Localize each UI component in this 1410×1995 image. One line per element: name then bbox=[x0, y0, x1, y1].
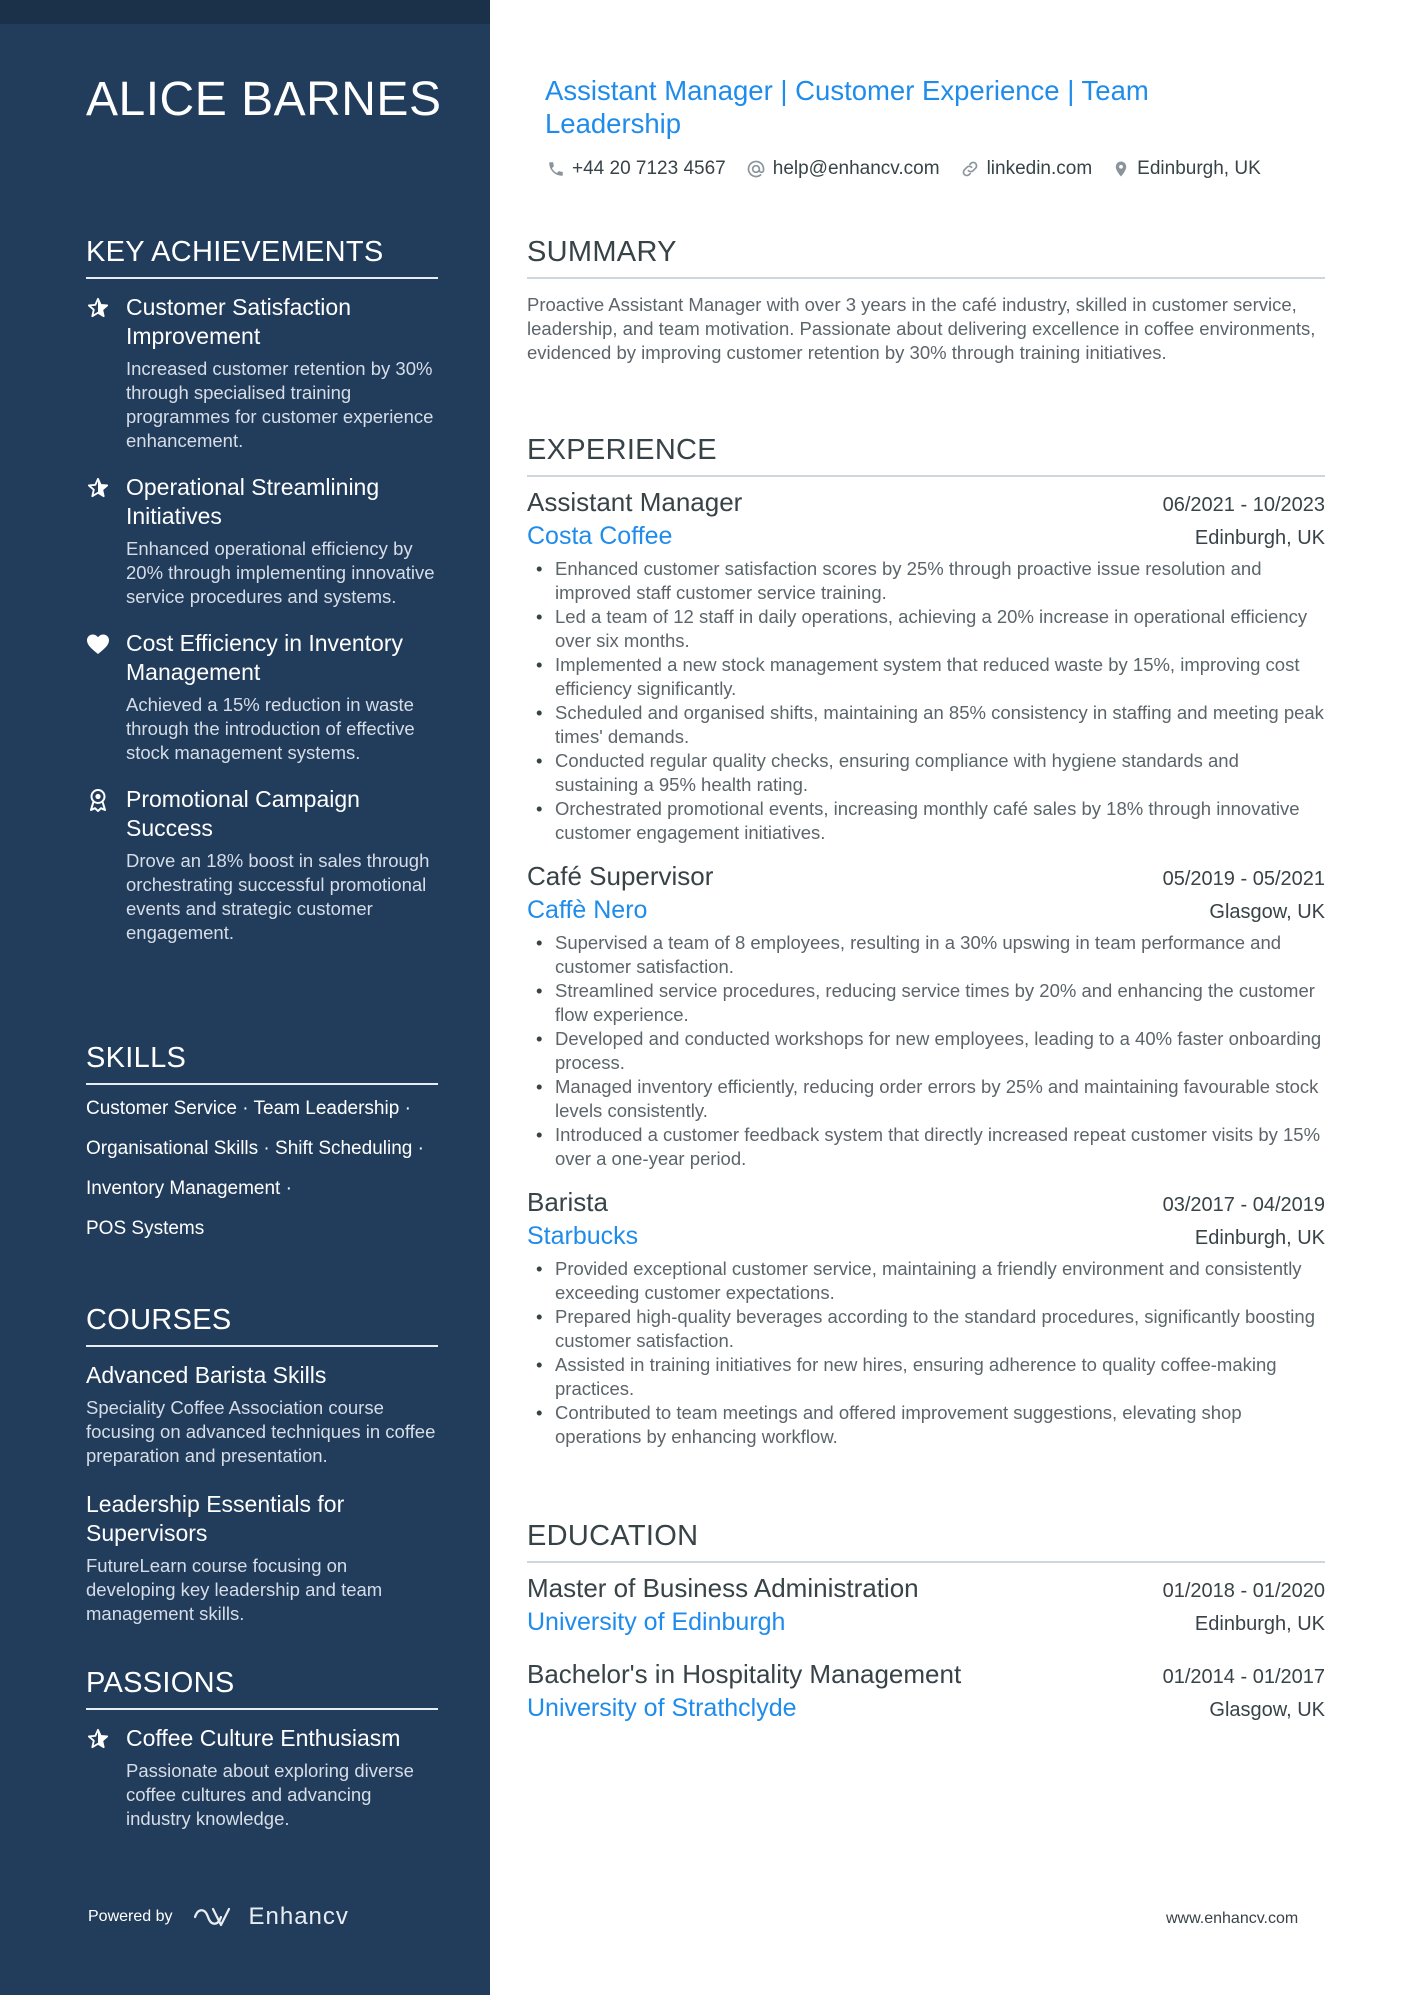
link-icon bbox=[960, 159, 980, 179]
star-icon bbox=[86, 476, 110, 500]
job-company[interactable]: Costa Coffee bbox=[527, 522, 673, 550]
job-entry bbox=[527, 859, 1325, 1171]
education-degree: Master of Business Administration bbox=[527, 1573, 919, 1603]
achievement-item bbox=[86, 785, 438, 945]
education-heading: EDUCATION bbox=[527, 1520, 1325, 1563]
powered-by-label: Powered by bbox=[88, 1908, 173, 1925]
education-entry bbox=[527, 1657, 1325, 1725]
job-bullet: • Enhanced customer satisfaction scores by 25% through proactive issue resolution and improved staff customer service training. bbox=[527, 557, 1325, 605]
contact-location-text: Edinburgh, UK bbox=[1137, 158, 1261, 179]
enhancv-logo-icon bbox=[193, 1905, 239, 1929]
achievement-desc: Increased customer retention by 30% through specialised training programmes for customer experience enhancement. bbox=[126, 358, 434, 451]
job-bullet: • Implemented a new stock management system that reduced waste by 15%, improving cost efficiency significantly. bbox=[527, 653, 1325, 701]
summary-section bbox=[527, 236, 1325, 365]
skills-section bbox=[86, 1042, 438, 1249]
passion-desc: Passionate about exploring diverse coffee cultures and advancing industry knowledge. bbox=[126, 1760, 414, 1829]
course-item bbox=[86, 1490, 438, 1626]
contact-email[interactable] bbox=[746, 158, 940, 180]
job-location: Edinburgh, UK bbox=[1194, 527, 1325, 549]
achievement-item bbox=[86, 293, 438, 453]
job-bullet: • Introduced a customer feedback system that directly increased repeat customer visits by 15% over a one-year period. bbox=[527, 1123, 1325, 1171]
skills-line: POS Systems bbox=[86, 1218, 205, 1239]
job-dates: 05/2019 - 05/2021 bbox=[1162, 868, 1325, 890]
enhancv-brand: Enhancv bbox=[248, 1903, 349, 1930]
location-pin-icon bbox=[1112, 159, 1130, 179]
job-title: Assistant Manager bbox=[527, 487, 743, 517]
course-item bbox=[86, 1361, 438, 1468]
job-bullet: • Conducted regular quality checks, ensuring compliance with hygiene standards and sustaining a 95% health rating. bbox=[527, 749, 1325, 797]
candidate-name: ALICE BARNES bbox=[86, 73, 442, 126]
star-icon bbox=[86, 1727, 110, 1751]
experience-section bbox=[527, 434, 1325, 1463]
job-location: Glasgow, UK bbox=[1209, 901, 1325, 923]
job-bullet: • Provided exceptional customer service, maintaining a friendly environment and consistently exceeding customer expectations. bbox=[527, 1257, 1325, 1305]
job-entry bbox=[527, 485, 1325, 845]
passions-heading: PASSIONS bbox=[86, 1667, 438, 1710]
contact-linkedin-text: linkedin.com bbox=[986, 158, 1093, 179]
education-section bbox=[527, 1520, 1325, 1743]
phone-icon bbox=[547, 160, 565, 178]
contact-bar bbox=[547, 158, 1261, 180]
achievements-section bbox=[86, 236, 438, 965]
course-desc: Speciality Coffee Association course focusing on advanced techniques in coffee preparation and presentation. bbox=[86, 1397, 436, 1466]
heart-icon bbox=[86, 632, 110, 656]
courses-section bbox=[86, 1304, 438, 1648]
education-dates: 01/2014 - 01/2017 bbox=[1162, 1666, 1325, 1688]
skills-heading: SKILLS bbox=[86, 1042, 438, 1085]
passions-section bbox=[86, 1667, 438, 1851]
main-content bbox=[527, 0, 1325, 1995]
job-bullet: • Streamlined service procedures, reducing service times by 20% and enhancing the customer flow experience. bbox=[527, 979, 1325, 1027]
achievement-title: Cost Efficiency in Inventory Management bbox=[126, 630, 403, 685]
achievement-title: Operational Streamlining Initiatives bbox=[126, 474, 380, 529]
education-entry bbox=[527, 1571, 1325, 1639]
achievement-desc: Drove an 18% boost in sales through orchestrating successful promotional events and strategic customer engagement. bbox=[126, 850, 430, 943]
job-bullet: • Assisted in training initiatives for new hires, ensuring adherence to quality coffee-making practices. bbox=[527, 1353, 1325, 1401]
achievement-title: Customer Satisfaction Improvement bbox=[126, 294, 351, 349]
contact-phone[interactable] bbox=[547, 158, 726, 180]
job-bullet: • Developed and conducted workshops for new employees, leading to a 40% faster onboarding process. bbox=[527, 1027, 1325, 1075]
summary-text: Proactive Assistant Manager with over 3 years in the café industry, skilled in customer service, leadership, and team motivation. Passionate about delivering excellence in coffee environments, evidenced by improving customer retention by 30% through training initiatives. bbox=[527, 294, 1316, 363]
skills-line: Organisational Skills · Shift Scheduling · bbox=[86, 1138, 424, 1159]
course-title: Leadership Essentials for Supervisors bbox=[86, 1491, 345, 1546]
job-entry bbox=[527, 1185, 1325, 1449]
education-degree: Bachelor's in Hospitality Management bbox=[527, 1659, 962, 1689]
achievement-item bbox=[86, 473, 438, 609]
job-dates: 06/2021 - 10/2023 bbox=[1162, 494, 1325, 516]
education-school[interactable]: University of Edinburgh bbox=[527, 1608, 786, 1636]
sidebar bbox=[0, 0, 490, 1995]
award-icon bbox=[86, 788, 110, 812]
course-desc: FutureLearn course focusing on developing key leadership and team management skills. bbox=[86, 1555, 383, 1624]
job-bullet: • Led a team of 12 staff in daily operations, achieving a 20% increase in operational efficiency over six months. bbox=[527, 605, 1325, 653]
experience-heading: EXPERIENCE bbox=[527, 434, 1325, 477]
job-company[interactable]: Starbucks bbox=[527, 1222, 639, 1250]
powered-by bbox=[88, 1903, 349, 1931]
education-dates: 01/2018 - 01/2020 bbox=[1162, 1580, 1325, 1602]
job-bullet: • Prepared high-quality beverages according to the standard procedures, significantly boosting customer satisfaction. bbox=[527, 1305, 1325, 1353]
job-bullet: • Contributed to team meetings and offered improvement suggestions, elevating shop operations by enhancing workflow. bbox=[527, 1401, 1325, 1449]
job-title: Barista bbox=[527, 1187, 608, 1217]
job-location: Edinburgh, UK bbox=[1194, 1227, 1325, 1249]
contact-linkedin[interactable] bbox=[960, 158, 1093, 180]
passion-item bbox=[86, 1724, 438, 1831]
contact-email-text: help@enhancv.com bbox=[772, 158, 940, 179]
achievement-desc: Enhanced operational efficiency by 20% through implementing innovative service procedures and systems. bbox=[126, 538, 435, 607]
job-bullet: • Scheduled and organised shifts, maintaining an 85% consistency in staffing and meeting peak times' demands. bbox=[527, 701, 1325, 749]
job-dates: 03/2017 - 04/2019 bbox=[1162, 1194, 1325, 1216]
education-school[interactable]: University of Strathclyde bbox=[527, 1694, 797, 1722]
job-bullets bbox=[527, 1257, 1325, 1449]
enhancv-logo[interactable] bbox=[193, 1903, 349, 1931]
skills-line: Inventory Management · bbox=[86, 1178, 292, 1199]
summary-heading: SUMMARY bbox=[527, 236, 1325, 279]
job-bullet: • Orchestrated promotional events, increasing monthly café sales by 18% through innovative customer engagement initiatives. bbox=[527, 797, 1325, 845]
footer-url[interactable]: www.enhancv.com bbox=[1166, 1910, 1299, 1927]
job-title: Café Supervisor bbox=[527, 861, 714, 891]
job-bullets bbox=[527, 557, 1325, 845]
star-icon bbox=[86, 296, 110, 320]
contact-phone-text: +44 20 7123 4567 bbox=[572, 158, 726, 179]
job-bullet: • Supervised a team of 8 employees, resulting in a 30% upswing in team performance and customer satisfaction. bbox=[527, 931, 1325, 979]
education-location: Edinburgh, UK bbox=[1194, 1613, 1325, 1635]
job-company[interactable]: Caffè Nero bbox=[527, 896, 648, 924]
job-bullets bbox=[527, 931, 1325, 1171]
achievement-item bbox=[86, 629, 438, 765]
achievement-title: Promotional Campaign Success bbox=[126, 786, 360, 841]
passion-title: Coffee Culture Enthusiasm bbox=[126, 1725, 401, 1751]
headline: Assistant Manager | Customer Experience | Team Leadership bbox=[545, 75, 1149, 139]
course-title: Advanced Barista Skills bbox=[86, 1362, 327, 1388]
at-icon bbox=[746, 159, 766, 179]
achievement-desc: Achieved a 15% reduction in waste through the introduction of effective stock management systems. bbox=[126, 694, 415, 763]
achievements-heading: KEY ACHIEVEMENTS bbox=[86, 236, 438, 279]
education-location: Glasgow, UK bbox=[1209, 1699, 1325, 1721]
contact-location bbox=[1112, 158, 1261, 180]
job-bullet: • Managed inventory efficiently, reducing order errors by 25% and maintaining favourable stock levels consistently. bbox=[527, 1075, 1325, 1123]
sidebar-top-bar bbox=[0, 0, 490, 24]
courses-heading: COURSES bbox=[86, 1304, 438, 1347]
skills-line: Customer Service · Team Leadership · bbox=[86, 1098, 411, 1119]
